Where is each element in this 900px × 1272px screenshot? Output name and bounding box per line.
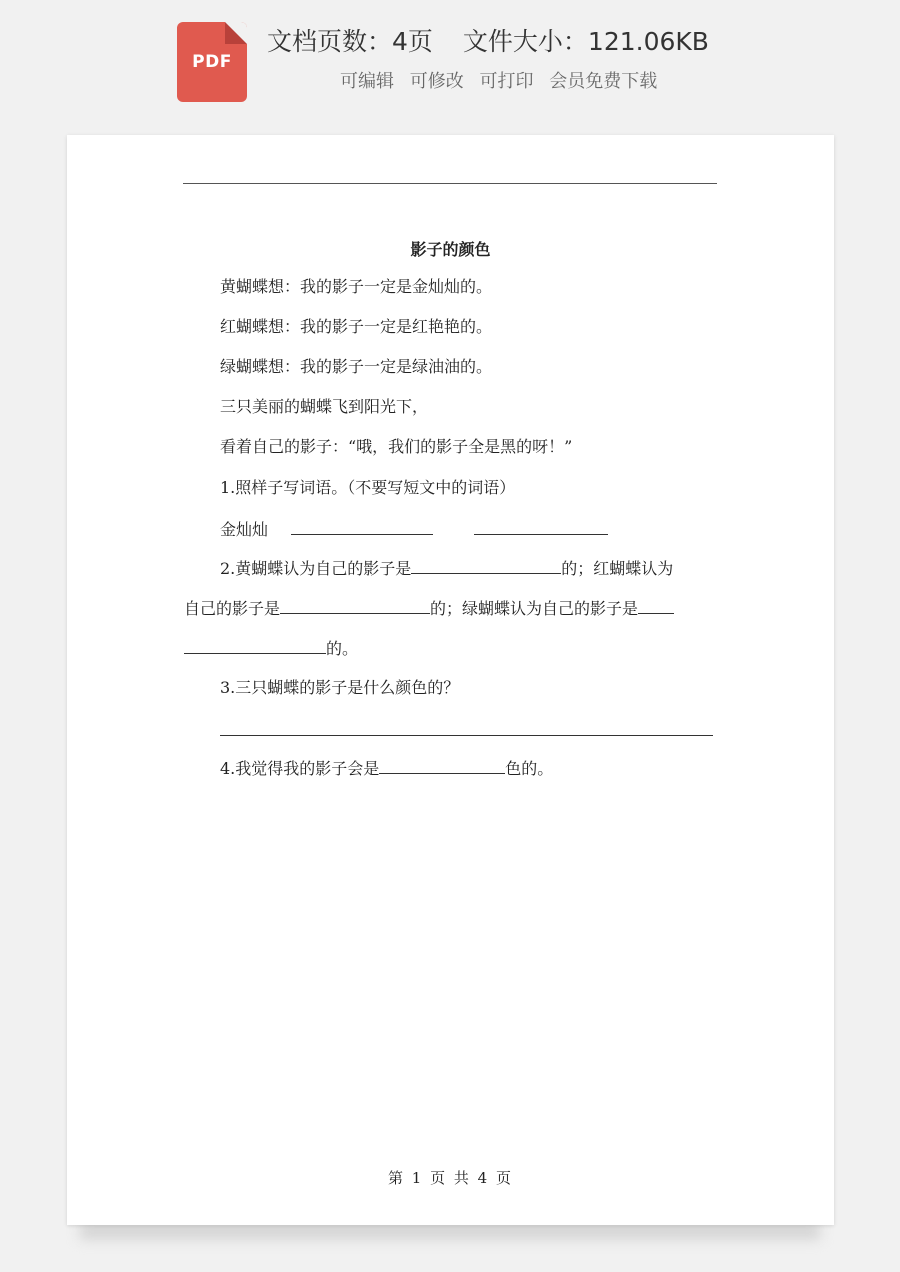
question-2-text-d: 的；绿蝴蝶认为自己的影子是 [430, 599, 639, 618]
pdf-file-icon [177, 22, 247, 102]
question-2-text-c: 自己的影子是 [184, 599, 281, 618]
question-1: 1.照样子写词语。（不要写短文中的词语） [220, 478, 516, 497]
poem-line-1: 黄蝴蝶想：我的影子一定是金灿灿的。 [220, 277, 493, 296]
question-4 [220, 757, 553, 780]
pdf-corner-fold [225, 22, 247, 44]
file-meta [267, 22, 709, 58]
answer-blank-4[interactable] [379, 757, 505, 774]
question-2-line-3 [184, 637, 358, 660]
pdf-icon-label: PDF [192, 52, 232, 72]
header-rule [183, 183, 717, 184]
feature-editable: 可编辑 [340, 71, 394, 92]
answer-blank-2c-start[interactable] [638, 597, 674, 614]
poem-line-2: 红蝴蝶想：我的影子一定是红艳艳的。 [220, 317, 493, 336]
download-header [0, 0, 900, 120]
feature-modifiable: 可修改 [409, 71, 464, 92]
example-word: 金灿灿 [220, 520, 269, 539]
document-page[interactable] [67, 135, 834, 1225]
question-2-line-2 [184, 597, 674, 620]
poem-line-4: 三只美丽的蝴蝶飞到阳光下， [220, 397, 429, 416]
question-1-answer-row [220, 518, 608, 541]
answer-blank-2c-end[interactable] [184, 637, 326, 654]
answer-blank-1a[interactable] [291, 518, 433, 535]
page-number-footer: 第 1 页 共 4 页 [388, 1169, 513, 1187]
poem-line-5: 看着自己的影子：“哦，我们的影子全是黑的呀！” [220, 437, 573, 456]
document-title: 影子的颜色 [410, 240, 491, 259]
answer-line-3[interactable] [220, 735, 713, 736]
question-4-text-a: 4.我觉得我的影子会是 [220, 759, 380, 778]
question-2-line-1 [220, 557, 673, 580]
feature-list [340, 67, 667, 93]
page-count-text: 文档页数：4页 [267, 27, 433, 56]
question-2-text-e: 的。 [326, 639, 359, 658]
feature-printable: 可打印 [479, 71, 534, 92]
answer-blank-2b[interactable] [280, 597, 430, 614]
question-4-text-b: 色的。 [505, 759, 554, 778]
question-2-text-b: 的；红蝴蝶认为 [561, 559, 674, 578]
answer-blank-2a[interactable] [411, 557, 561, 574]
question-2-text-a: 2.黄蝴蝶认为自己的影子是 [220, 559, 412, 578]
question-3: 3.三只蝴蝶的影子是什么颜色的？ [220, 678, 460, 697]
feature-member-download: 会员免费下载 [549, 71, 658, 92]
file-size-text: 文件大小：121.06KB [462, 27, 709, 56]
answer-blank-1b[interactable] [474, 518, 608, 535]
poem-line-3: 绿蝴蝶想：我的影子一定是绿油油的。 [220, 357, 493, 376]
